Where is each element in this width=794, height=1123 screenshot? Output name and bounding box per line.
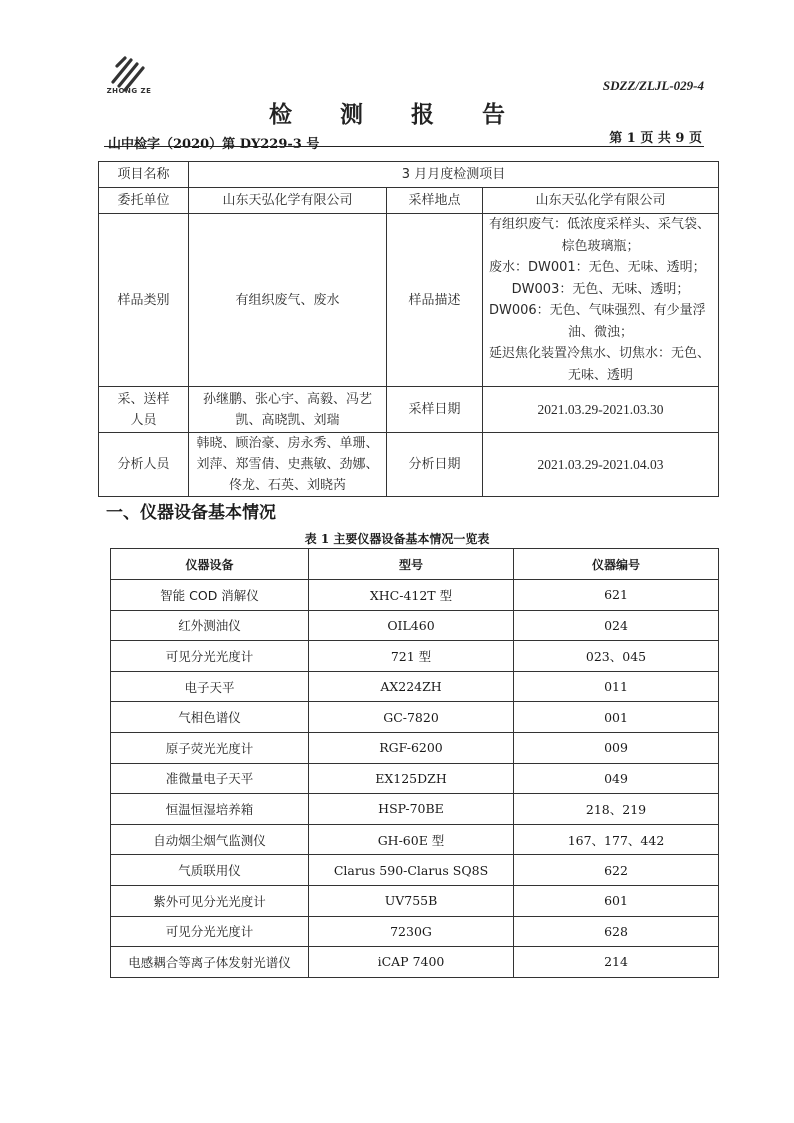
- equipment-model: AX224ZH: [309, 671, 514, 702]
- equipment-model: RGF-6200: [309, 732, 514, 763]
- report-info-table: [98, 161, 719, 497]
- equipment-model: EX125DZH: [309, 763, 514, 794]
- report-number: 山中检字（2020）第 DY229-3 号: [108, 137, 320, 152]
- equipment-model: XHC-412T 型: [309, 580, 514, 611]
- table-row: [111, 855, 719, 886]
- equipment-name: 自动烟尘烟气监测仪: [111, 824, 309, 855]
- equipment-model: GH-60E 型: [309, 824, 514, 855]
- document-code: SDZZ/ZLJL-029-4: [602, 78, 704, 93]
- table-row: [99, 433, 719, 497]
- equipment-name: 原子荧光光度计: [111, 732, 309, 763]
- client-value: 山东天弘化学有限公司: [189, 188, 387, 214]
- column-header: 型号: [309, 549, 514, 580]
- table-row: [111, 763, 719, 794]
- sample-desc-line: 无味、透明: [567, 367, 633, 383]
- table-row: [111, 641, 719, 672]
- analyst-label: 分析人员: [99, 433, 189, 497]
- table-row: [111, 885, 719, 916]
- equipment-id: 024: [514, 610, 719, 641]
- header-divider: [104, 146, 704, 147]
- equipment-id: 001: [514, 702, 719, 733]
- equipment-id: 214: [514, 947, 719, 978]
- equipment-name: 气相色谱仪: [111, 702, 309, 733]
- table-row: [111, 580, 719, 611]
- site-value: 山东天弘化学有限公司: [483, 188, 719, 214]
- equipment-name: 电感耦合等离子体发射光谱仪: [111, 947, 309, 978]
- page-title: 检 测 报 告: [268, 101, 526, 128]
- equipment-name: 紫外可见分光光度计: [111, 885, 309, 916]
- sample-desc-value: [483, 214, 719, 387]
- sample-desc-line: 有组织废气：低浓度采样头、采气袋、: [489, 217, 711, 232]
- equipment-name: 准微量电子天平: [111, 763, 309, 794]
- equipment-id: 622: [514, 855, 719, 886]
- sample-desc-line: 油、微浊；: [567, 324, 633, 340]
- table-row: [99, 162, 719, 188]
- sampler-value: 孙继鹏、张心宇、高毅、冯艺 凯、高晓凯、刘瑞: [189, 387, 387, 433]
- table-row: [111, 671, 719, 702]
- table-row: [99, 188, 719, 214]
- equipment-name: 可见分光光度计: [111, 916, 309, 947]
- equipment-model: GC-7820: [309, 702, 514, 733]
- equipment-model: OIL460: [309, 610, 514, 641]
- sample-desc-line: DW003：无色、无味、透明；: [511, 281, 690, 297]
- equipment-model: 721 型: [309, 641, 514, 672]
- equipment-name: 红外测油仪: [111, 610, 309, 641]
- equipment-id: 011: [514, 671, 719, 702]
- table-row: [111, 824, 719, 855]
- equipment-model: UV755B: [309, 885, 514, 916]
- table-caption: 表 1 主要仪器设备基本情况一览表: [304, 532, 490, 546]
- equipment-table: [110, 548, 719, 978]
- analysis-date-value: 2021.03.29-2021.04.03: [483, 433, 719, 497]
- equipment-name: 电子天平: [111, 671, 309, 702]
- equipment-model: iCAP 7400: [309, 947, 514, 978]
- column-header: 仪器设备: [111, 549, 309, 580]
- table-header-row: [111, 549, 719, 580]
- table-row: [111, 702, 719, 733]
- column-header: 仪器编号: [514, 549, 719, 580]
- equipment-name: 气质联用仪: [111, 855, 309, 886]
- equipment-name: 恒温恒湿培养箱: [111, 794, 309, 825]
- analysis-date-label: 分析日期: [387, 433, 483, 497]
- section-title: 一、仪器设备基本情况: [106, 503, 276, 523]
- site-label: 采样地点: [387, 188, 483, 214]
- table-row: [111, 916, 719, 947]
- equipment-id: 049: [514, 763, 719, 794]
- analyst-value: 韩晓、顾治豪、房永秀、单珊、 刘萍、郑雪倩、史燕敏、劲娜、 佟龙、石英、刘晓芮: [189, 433, 387, 497]
- equipment-model: HSP-70BE: [309, 794, 514, 825]
- sampling-date-value: 2021.03.29-2021.03.30: [483, 387, 719, 433]
- sampler-label: 采、送样 人员: [99, 387, 189, 433]
- project-label: 项目名称: [99, 162, 189, 188]
- page-number: 第 1 页 共 9 页: [609, 131, 702, 146]
- sample-desc-line: 废水：DW001：无色、无味、透明；: [489, 260, 706, 275]
- equipment-name: 智能 COD 消解仪: [111, 580, 309, 611]
- sample-desc-line: DW006：无色、气味强烈、有少量浮: [489, 303, 706, 318]
- table-row: [111, 947, 719, 978]
- equipment-id: 009: [514, 732, 719, 763]
- project-value: 3 月月度检测项目: [189, 162, 719, 188]
- sample-desc-label: 样品描述: [387, 214, 483, 387]
- equipment-name: 可见分光光度计: [111, 641, 309, 672]
- equipment-model: Clarus 590-Clarus SQ8S: [309, 855, 514, 886]
- equipment-id: 218、219: [514, 794, 719, 825]
- client-label: 委托单位: [99, 188, 189, 214]
- sample-desc-line: 延迟焦化装置冷焦水、切焦水：无色、: [489, 346, 711, 361]
- equipment-id: 023、045: [514, 641, 719, 672]
- sample-type-value: 有组织废气、废水: [189, 214, 387, 387]
- equipment-id: 167、177、442: [514, 824, 719, 855]
- equipment-model: 7230G: [309, 916, 514, 947]
- table-row: [111, 732, 719, 763]
- equipment-id: 628: [514, 916, 719, 947]
- logo-text: ZHONG ZE: [106, 87, 152, 95]
- sample-type-label: 样品类别: [99, 214, 189, 387]
- table-row: [111, 794, 719, 825]
- table-row: [99, 214, 719, 387]
- sample-desc-line: 棕色玻璃瓶；: [561, 238, 640, 254]
- table-row: [111, 610, 719, 641]
- equipment-id: 621: [514, 580, 719, 611]
- sampling-date-label: 采样日期: [387, 387, 483, 433]
- table-row: [99, 387, 719, 433]
- equipment-id: 601: [514, 885, 719, 916]
